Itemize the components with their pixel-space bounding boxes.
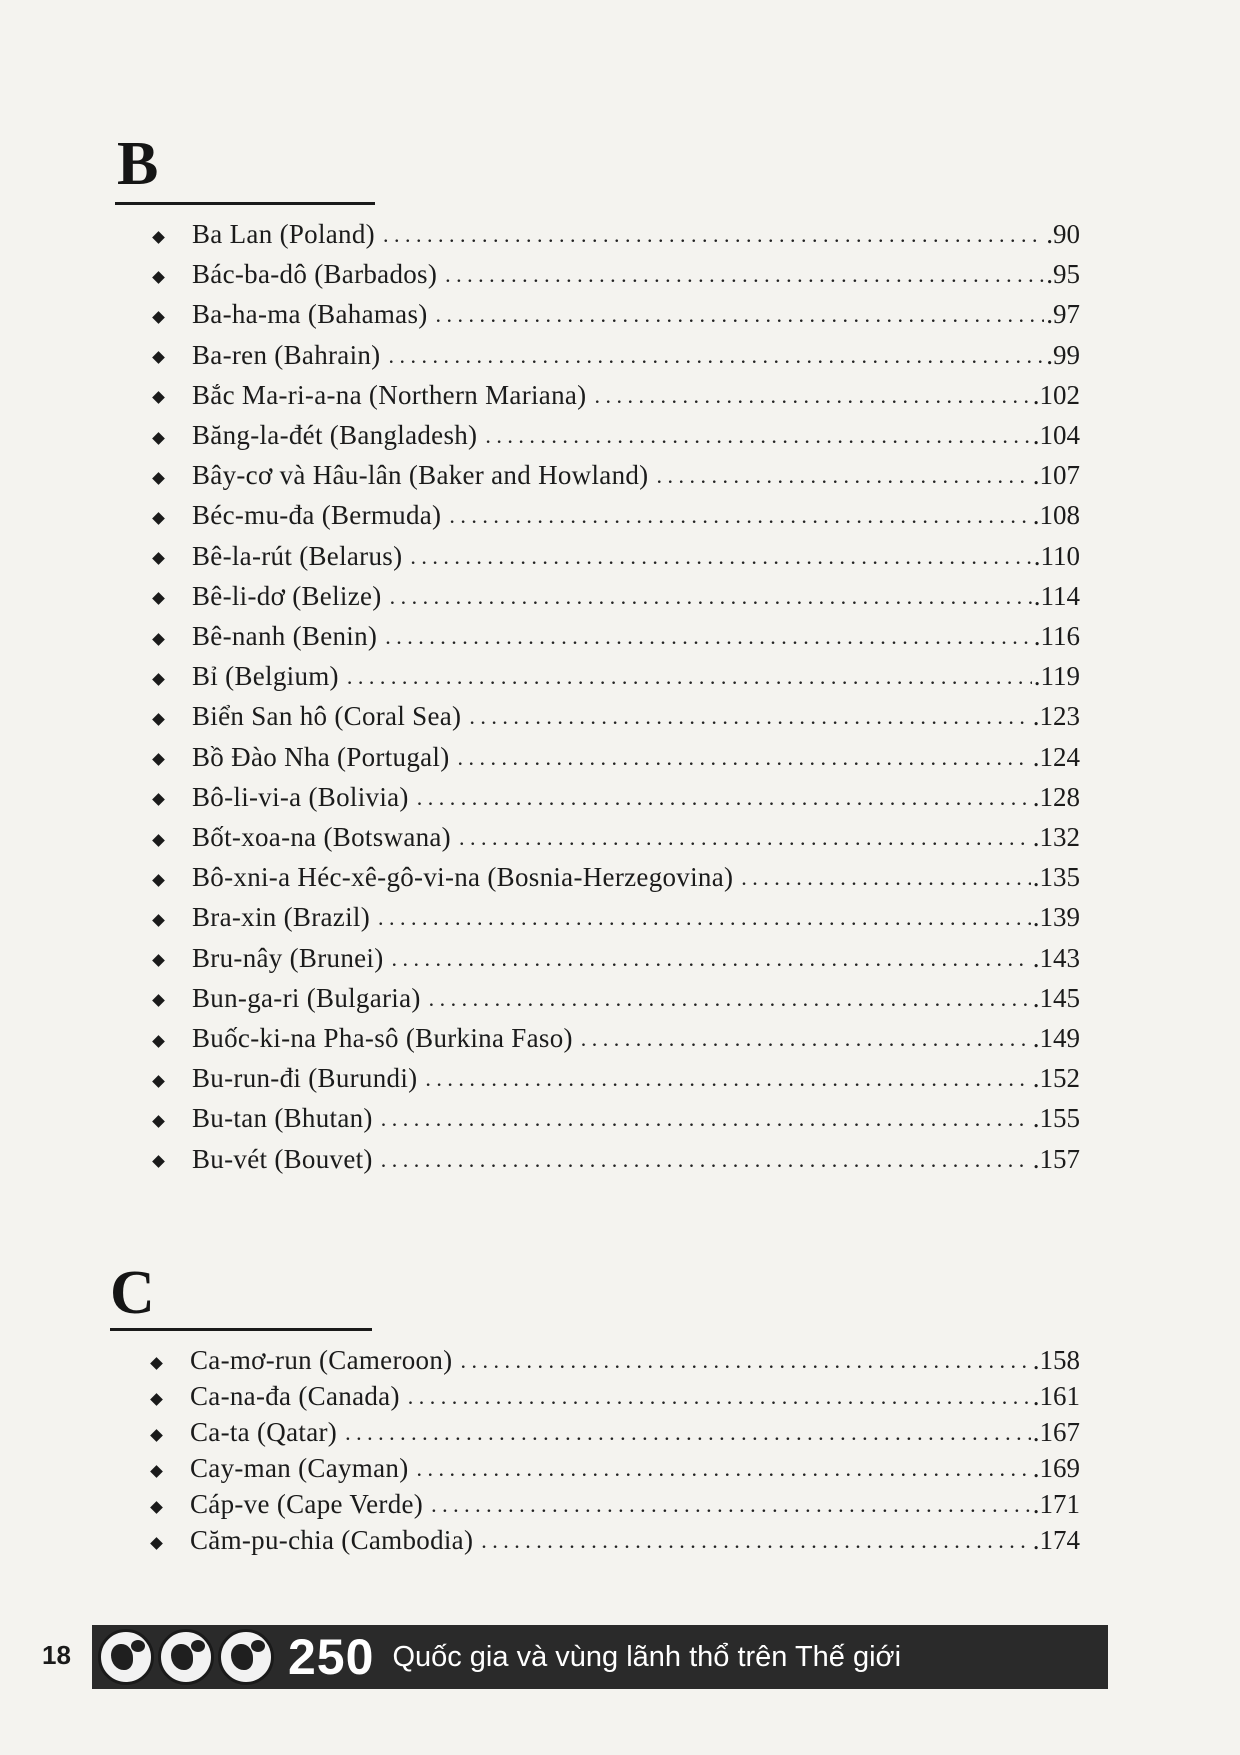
diamond-bullet-icon <box>150 942 192 974</box>
toc-entry <box>148 1410 1080 1448</box>
globe-icon <box>158 1629 214 1685</box>
dot-leader <box>431 1488 1031 1520</box>
dot-leader <box>485 419 1030 451</box>
toc-entry <box>150 493 1080 531</box>
entry-page-number: .90 <box>1046 219 1080 249</box>
toc-entry <box>150 735 1080 773</box>
toc-entry <box>150 976 1080 1014</box>
entry-name: Bê-nanh (Benin) <box>192 621 378 651</box>
entry-page-number: .107 <box>1032 460 1080 491</box>
entry-name: Bun-ga-ri (Bulgaria) <box>192 982 421 1013</box>
entry-page-number: .97 <box>1046 299 1080 330</box>
dot-leader <box>459 821 1031 853</box>
entry-page-number: .145 <box>1032 982 1080 1013</box>
entry-page-number: .139 <box>1032 902 1080 933</box>
dot-leader <box>390 580 1032 612</box>
entry-name: Bác-ba-dô (Barbados) <box>192 259 438 290</box>
entry-name: Ca-mơ-run (Cameroon) <box>190 1345 453 1375</box>
diamond-bullet-icon <box>150 660 192 692</box>
dot-leader <box>416 1452 1030 1484</box>
diamond-bullet-icon <box>150 459 192 491</box>
footer-page-number: 18 <box>42 1640 71 1670</box>
diamond-bullet-icon <box>150 499 192 531</box>
dot-leader <box>385 620 1032 652</box>
entry-name: Ca-na-đa (Canada) <box>190 1381 400 1411</box>
toc-entry <box>150 333 1080 371</box>
diamond-bullet-icon <box>148 1416 190 1448</box>
diamond-bullet-icon <box>150 620 192 652</box>
entry-name: Bu-run-đi (Burundi) <box>192 1063 418 1094</box>
section-b-list <box>150 212 1080 1172</box>
entry-page-number: .158 <box>1032 1345 1080 1375</box>
entry-page-number: .104 <box>1032 420 1080 450</box>
entry-page-number: .161 <box>1032 1381 1080 1411</box>
entry-page-number: .124 <box>1032 741 1080 772</box>
toc-entry <box>150 614 1080 652</box>
diamond-bullet-icon <box>150 1022 192 1054</box>
entry-name: Băng-la-đét (Bangladesh) <box>192 420 478 450</box>
toc-entry <box>148 1482 1080 1520</box>
entry-page-number: .169 <box>1032 1453 1080 1483</box>
entry-name: Ca-ta (Qatar) <box>190 1417 338 1447</box>
dot-leader <box>345 1416 1031 1448</box>
diamond-bullet-icon <box>150 1143 192 1175</box>
dot-leader <box>383 218 1044 250</box>
entry-name: Bắc Ma-ri-a-na (Northern Mariana) <box>192 379 587 410</box>
entry-page-number: .152 <box>1032 1063 1080 1094</box>
entry-name: Biển San hô (Coral Sea) <box>192 701 462 732</box>
toc-entry <box>150 373 1080 411</box>
dot-leader <box>381 1102 1031 1134</box>
toc-entry <box>150 453 1080 491</box>
entry-page-number: .108 <box>1032 500 1080 531</box>
diamond-bullet-icon <box>150 741 192 773</box>
dot-leader <box>347 660 1032 692</box>
entry-page-number: .114 <box>1033 580 1080 611</box>
dot-leader <box>408 1380 1031 1412</box>
entry-page-number: .143 <box>1032 942 1080 973</box>
diamond-bullet-icon <box>150 419 192 451</box>
toc-entry <box>150 855 1080 893</box>
diamond-bullet-icon <box>148 1452 190 1484</box>
dot-leader <box>425 1062 1030 1094</box>
entry-name: Bỉ (Belgium) <box>192 661 339 692</box>
entry-page-number: .95 <box>1046 259 1080 290</box>
entry-name: Ba Lan (Poland) <box>192 219 375 249</box>
diamond-bullet-icon <box>150 258 192 290</box>
entry-page-number: .99 <box>1046 339 1080 370</box>
toc-entry <box>150 252 1080 290</box>
toc-entry <box>148 1446 1080 1484</box>
entry-page-number: .110 <box>1033 540 1080 571</box>
section-letter-c: C <box>110 1259 155 1327</box>
entry-name: Bê-la-rút (Belarus) <box>192 540 403 571</box>
entry-name: Bu-vét (Bouvet) <box>192 1143 373 1174</box>
diamond-bullet-icon <box>150 298 192 330</box>
toc-entry <box>150 1016 1080 1054</box>
dot-leader <box>481 1524 1030 1556</box>
entry-name: Căm-pu-chia (Cambodia) <box>190 1525 474 1555</box>
toc-entry <box>150 936 1080 974</box>
diamond-bullet-icon <box>150 580 192 612</box>
dot-leader <box>594 379 1030 411</box>
dot-leader <box>429 982 1031 1014</box>
toc-entry <box>150 534 1080 572</box>
dot-leader <box>417 781 1031 813</box>
entry-name: Ba-ren (Bahrain) <box>192 339 381 370</box>
dot-leader <box>458 741 1031 773</box>
dot-leader <box>449 499 1030 531</box>
entry-name: Bô-li-vi-a (Bolivia) <box>192 781 409 812</box>
dot-leader <box>388 339 1044 371</box>
dot-leader <box>381 1143 1031 1175</box>
toc-entry <box>150 574 1080 612</box>
globe-icon <box>98 1629 154 1685</box>
entry-name: Bô-xni-a Héc-xê-gô-vi-na (Bosnia-Herzegovina) <box>192 862 734 893</box>
entry-page-number: .157 <box>1032 1143 1080 1174</box>
globe-icon <box>218 1629 274 1685</box>
entry-page-number: .132 <box>1032 822 1080 852</box>
diamond-bullet-icon <box>150 901 192 933</box>
toc-entry <box>150 815 1080 853</box>
entry-page-number: .128 <box>1032 781 1080 812</box>
diamond-bullet-icon <box>150 982 192 1014</box>
toc-entry <box>150 292 1080 330</box>
entry-page-number: .149 <box>1032 1023 1080 1053</box>
toc-entry <box>150 1056 1080 1094</box>
entry-name: Cay-man (Cayman) <box>190 1453 409 1483</box>
diamond-bullet-icon <box>150 339 192 371</box>
diamond-bullet-icon <box>148 1488 190 1520</box>
diamond-bullet-icon <box>150 700 192 732</box>
diamond-bullet-icon <box>150 821 192 853</box>
toc-entry <box>148 1338 1080 1376</box>
entry-name: Bra-xin (Brazil) <box>192 902 370 933</box>
globe-icons <box>98 1629 278 1685</box>
dot-leader <box>445 258 1044 290</box>
entry-page-number: .155 <box>1032 1103 1080 1134</box>
diamond-bullet-icon <box>150 861 192 893</box>
toc-entry <box>150 895 1080 933</box>
dot-leader <box>741 861 1030 893</box>
diamond-bullet-icon <box>148 1344 190 1376</box>
footer-banner <box>92 1625 1108 1689</box>
toc-entry <box>150 212 1080 250</box>
entry-page-number: .167 <box>1032 1417 1080 1447</box>
diamond-bullet-icon <box>150 379 192 411</box>
section-b-rule <box>115 202 375 205</box>
toc-entry <box>150 775 1080 813</box>
entry-page-number: .171 <box>1032 1489 1080 1519</box>
entry-name: Bây-cơ và Hâu-lân (Baker and Howland) <box>192 460 649 491</box>
toc-entry <box>150 654 1080 692</box>
toc-entry <box>148 1374 1080 1412</box>
entry-page-number: .135 <box>1032 862 1080 893</box>
footer-title: Quốc gia và vùng lãnh thổ trên Thế giới <box>392 1640 902 1673</box>
dot-leader <box>392 942 1031 974</box>
diamond-bullet-icon <box>148 1380 190 1412</box>
entry-name: Cáp-ve (Cape Verde) <box>190 1489 424 1519</box>
diamond-bullet-icon <box>150 540 192 572</box>
dot-leader <box>581 1022 1031 1054</box>
section-c-rule <box>110 1328 372 1331</box>
diamond-bullet-icon <box>148 1524 190 1556</box>
entry-name: Bốt-xoa-na (Botswana) <box>192 822 451 852</box>
dot-leader <box>469 700 1030 732</box>
section-c-list <box>148 1338 1080 1598</box>
dot-leader <box>410 540 1031 572</box>
entry-name: Ba-ha-ma (Bahamas) <box>192 299 428 330</box>
dot-leader <box>656 459 1030 491</box>
toc-entry <box>150 694 1080 732</box>
diamond-bullet-icon <box>150 1062 192 1094</box>
diamond-bullet-icon <box>150 781 192 813</box>
entry-page-number: .123 <box>1032 701 1080 732</box>
dot-leader <box>378 901 1031 933</box>
dot-leader <box>460 1344 1030 1376</box>
dot-leader <box>436 298 1045 330</box>
entry-page-number: .116 <box>1033 621 1080 651</box>
toc-entry <box>150 1096 1080 1134</box>
entry-page-number: .119 <box>1033 661 1080 692</box>
entry-name: Bru-nây (Brunei) <box>192 942 384 973</box>
toc-entry <box>150 413 1080 451</box>
entry-page-number: .102 <box>1032 379 1080 410</box>
section-letter-b: B <box>117 130 159 198</box>
entry-name: Bu-tan (Bhutan) <box>192 1103 373 1134</box>
footer-number: 250 <box>288 1629 375 1685</box>
diamond-bullet-icon <box>150 1102 192 1134</box>
entry-name: Béc-mu-đa (Bermuda) <box>192 500 442 531</box>
entry-name: Buốc-ki-na Pha-sô (Burkina Faso) <box>192 1023 573 1053</box>
entry-page-number: .174 <box>1032 1525 1080 1555</box>
entry-name: Bồ Đào Nha (Portugal) <box>192 741 450 772</box>
toc-entry <box>150 1137 1080 1175</box>
diamond-bullet-icon <box>150 218 192 250</box>
entry-name: Bê-li-dơ (Belize) <box>192 580 382 611</box>
toc-entry <box>148 1518 1080 1556</box>
